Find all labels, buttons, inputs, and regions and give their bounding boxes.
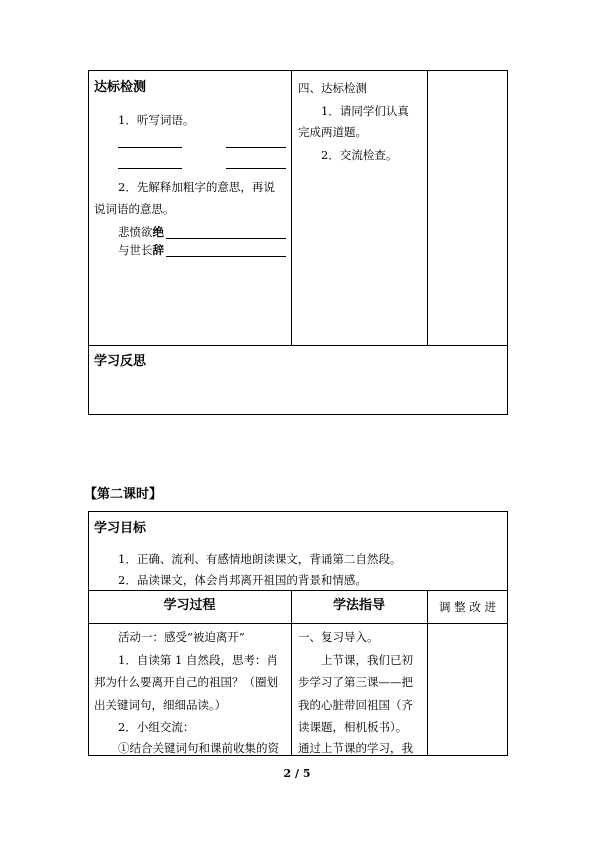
guide-assessment-item-1-line2: 完成两道题。 (298, 125, 367, 139)
guide-line: 步学习了第三课——把 (298, 675, 413, 689)
process-line: 邦为什么要离开自己的祖国？（圈划 (94, 675, 278, 689)
phrase-1 (118, 224, 164, 240)
process-line: 活动一：感受“被迫离开” (118, 630, 245, 644)
table1-row-divider (88, 345, 508, 346)
table1-divider-1 (291, 70, 292, 346)
table2-divider-1 (291, 590, 292, 756)
phrase-2-prefix: 与世长 (118, 243, 153, 257)
process-line: 2．小组交流： (118, 720, 195, 734)
blank-line (226, 147, 286, 148)
guide-line: 读课题，相机板书）。 (298, 720, 408, 734)
phrase-1-bold: 绝 (152, 225, 164, 239)
process-header: 学习过程 (163, 598, 216, 613)
guide-line: 上节课，我们已初 (321, 653, 413, 667)
process-line: ①结合关键词句和课前收集的资 (118, 741, 279, 755)
phrase-2-bold: 辞 (152, 243, 164, 257)
guide-line: 我的心脏带回祖国（齐 (298, 698, 413, 712)
goals-title: 学习目标 (94, 521, 147, 536)
blank-line (118, 168, 182, 169)
header-divider (88, 623, 508, 624)
assessment-item-2-line1: 2．先解释加粗字的意思，再说 (118, 180, 275, 194)
guide-assessment-title: 四、达标检测 (298, 81, 367, 95)
guide-line: 通过上节课的学习，我 (298, 741, 413, 755)
phrase-2 (118, 242, 164, 258)
goals-divider (88, 590, 508, 591)
guide-header: 学法指导 (332, 598, 385, 613)
reflection-title: 学习反思 (94, 354, 147, 369)
assessment-title: 达标检测 (94, 80, 147, 95)
guide-line: 一、复习导入。 (298, 630, 379, 644)
adjust-header: 调 整 改 进 (439, 600, 496, 614)
blank-line (226, 168, 286, 169)
goal-2: 2．品读课文，体会肖邦离开祖国的背景和情感。 (118, 573, 367, 587)
blank-line (118, 147, 182, 148)
lesson-heading: 【第二课时】 (84, 487, 163, 502)
goal-1: 1．正确、流利、有感情地朗读课文，背诵第二自然段。 (118, 552, 402, 566)
page-number: 2 / 5 (283, 767, 311, 780)
blank-line (166, 238, 286, 239)
process-line: 出关键词句，细细品读。） (94, 698, 227, 712)
table1-divider-2 (427, 70, 428, 346)
assessment-item-2-line2: 说词语的意思。 (94, 202, 175, 216)
blank-line (166, 256, 286, 257)
phrase-1-prefix: 悲愤欲 (118, 225, 153, 239)
process-line: 1．自读第 1 自然段，思考：肖 (118, 653, 278, 667)
assessment-item-1: 1．听写词语。 (118, 113, 195, 127)
guide-assessment-item-1-line1: 1．请同学们认真 (321, 104, 409, 118)
guide-assessment-item-2: 2．交流检查。 (321, 148, 398, 162)
